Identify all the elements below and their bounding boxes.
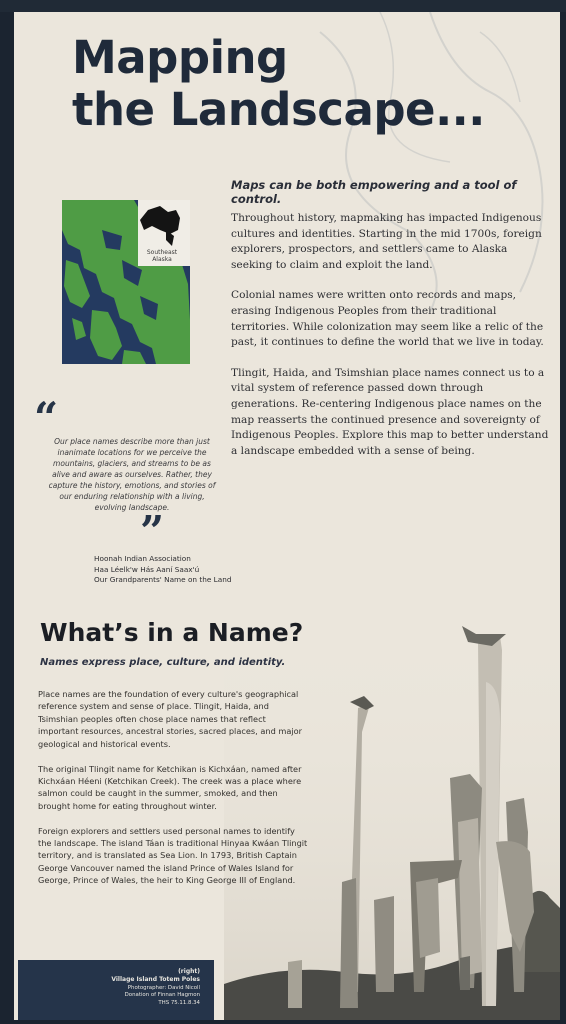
section-paragraph: The original Tlingit name for Ketchikan is Kichxáan, named after Kichxáan Héeni (Ketchikan Creek). The creek was a place where salmon could be caught in the summer, smoked, and then brought home for eating throughout winter. (38, 763, 302, 811)
page-title (72, 32, 485, 136)
caption-donation: Donation of Finnan Hagmon (124, 992, 200, 999)
caption-credits (125, 985, 200, 1007)
inset-label: Alaska (152, 256, 172, 263)
attribution-line: Hoonah Indian Association (94, 554, 191, 563)
inset-label: Southeast (146, 249, 178, 256)
intro-paragraph: Throughout history, mapmaking has impacted Indigenous cultures and identities. Starting in the mid 1700s, foreign explorers, prospectors, and settlers came to Alaska seeking to claim and exploit the land. (231, 212, 542, 271)
intro-paragraph: Tlingit, Haida, and Tsimshian place names connect us to a vital system of reference passed down through generations. Re-centering Indigenous place names on the map reasserts the continued presence and sovereignty of Indigenous Peoples. Explore this map to better understand a landscape embedded with a sense of being. (231, 366, 549, 457)
section-tagline: Names express place, culture, and identity. (40, 657, 286, 668)
pull-quote: Our place names describe more than just inanimate locations for we perceive the mountains, glaciers, and streams to be as alive and aware as ourselves. Rather, they capture the history, emotions, and stories of our enduring relationship with a living, evolving landscape. (48, 437, 216, 512)
top-frame (0, 0, 566, 12)
caption-photographer: Photographer: David Nicoll (127, 985, 200, 991)
attribution-line: Our Grandparents' Name on the Land (94, 575, 232, 585)
section-paragraph: Foreign explorers and settlers used personal names to identify the landscape. The island Táan is traditional Hinyaa Kwáan Tlingit territory, and is translated as Sea Lion. In 1793, British Captain George Vancouver named the island Prince of Wales Island for George, Prince of Wales, the heir to King George III of England. (38, 825, 308, 886)
intro-paragraph: Colonial names were written onto records and maps, erasing Indigenous Peoples from their traditional territories. While colonization may seem like a relic of the past, it continues to define the world that we live in today. (231, 289, 544, 349)
exhibit-panel (14, 12, 560, 1020)
caption-catalog: THS 75.11.8.34 (158, 999, 200, 1006)
caption-name: Village Island Totem Poles (111, 976, 200, 983)
section-heading: What’s in a Name? (40, 618, 304, 647)
caption-position: (right) (178, 968, 200, 975)
close-quote-icon: ” (140, 507, 165, 556)
title-line-1: Mapping (72, 31, 288, 84)
attribution-line: Haa Léelk'w Hás Aaní Saax'ú (94, 564, 200, 574)
title-line-2: the Landscape... (72, 83, 485, 136)
section-text (38, 688, 308, 899)
caption-title (111, 968, 200, 984)
open-quote-icon: “ (34, 393, 59, 442)
photo-caption (18, 960, 214, 1020)
intro-text (231, 211, 549, 474)
subtitle: Maps can be both empowering and a tool of control. (231, 178, 517, 206)
quote-attribution (94, 554, 274, 586)
section-paragraph: Place names are the foundation of every culture's geographical reference system and sense of place. Tlingit, Haida, and Tsimshian peoples often chose place names that reflect important resources, ancestral stories, sacred places, and major geological and historical events. (38, 689, 303, 749)
southeast-alaska-map (62, 200, 190, 364)
